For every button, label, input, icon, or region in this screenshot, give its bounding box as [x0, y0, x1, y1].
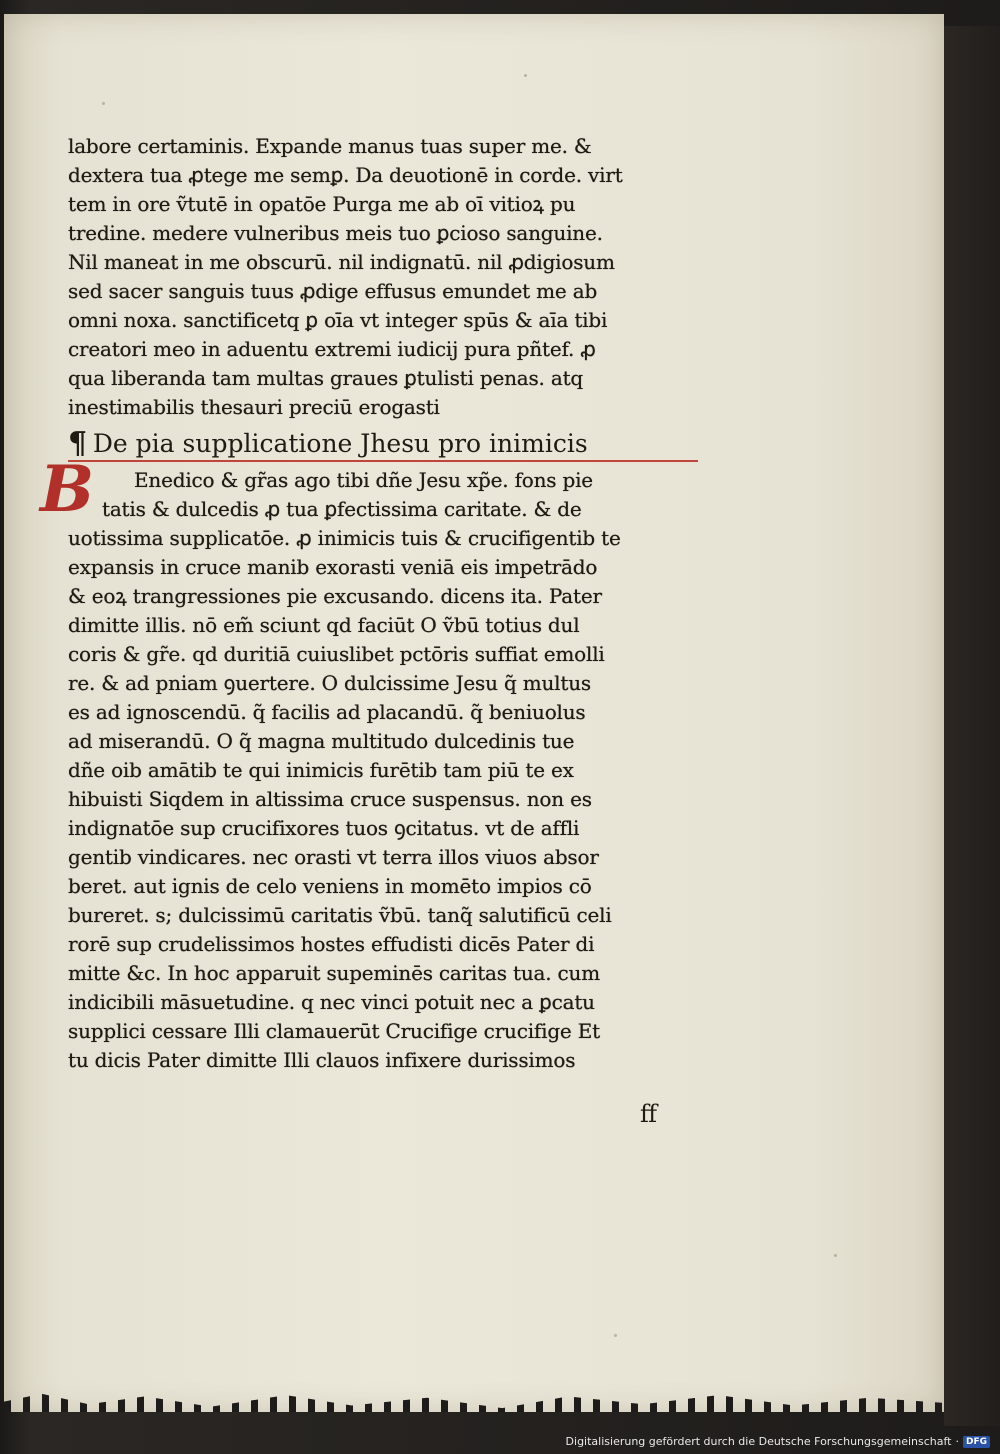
text-line: bureret. s; dulcissimū caritatis ṽbū. tanq̃ salutificū celi [68, 903, 612, 927]
text-line: rorē sup crudelissimos hostes effudisti dicēs Pater di [68, 932, 595, 956]
text-line: tatis & dulcedis ꝓ tua ꝑfectissima caritate. & de [102, 497, 582, 521]
text-line: dimitte illis. nō em̃ sciunt qd faciūt O ṽbū totius dul [68, 613, 580, 637]
text-line: indignatōe sup crucifixores tuos ꝯcitatus. vt de affli [68, 816, 580, 840]
text-line: re. & ad pniam ꝯuertere. O dulcissime Jesu q̃ multus [68, 671, 591, 695]
text-line: mitte &c. In hoc apparuit supeminēs caritas tua. cum [68, 961, 601, 985]
section-heading-row [68, 424, 708, 462]
text-line: tu dicis Pater dimitte Illi clauos infixere durissimos [68, 1048, 576, 1072]
text-line: sed sacer sanguis tuus ꝓdige effusus emundet me ab [68, 279, 598, 303]
text-line: creatori meo in aduentu extremi iudicij pura pñtef. ꝓ [68, 337, 596, 361]
text-line: gentib vindicares. nec orasti vt terra illos viuos absor [68, 845, 599, 869]
text-line: labore certaminis. Expande manus tuas super me. & [68, 134, 592, 158]
section-heading: De pia supplicatione Jhesu pro inimicis [92, 428, 588, 458]
text-column [40, 132, 708, 1075]
paper-speck [614, 1334, 617, 1337]
footer-text: Digitalisierung gefördert durch die Deutsche Forschungsgemeinschaft [565, 1435, 952, 1448]
text-line: supplici cessare Illi clamauerūt Crucifige crucifige Et [68, 1019, 600, 1043]
text-line: uotissima supplicatōe. ꝓ inimicis tuis & crucifigentib te [68, 526, 621, 550]
paper-speck [834, 1254, 837, 1257]
text-line: & eoꝝ trangressiones pie excusando. dicens ita. Pater [68, 584, 602, 608]
text-line: tem in ore ṽtutē in opatōe Purga me ab oī vitioꝝ pu [68, 192, 576, 216]
digitization-footer [566, 1435, 990, 1448]
text-line: dextera tua ꝓtege me semꝑ. Da deuotionē in corde. virt [68, 163, 623, 187]
text-line: Nil maneat in me obscurū. nil indignatū. nil ꝓdigiosum [68, 250, 615, 274]
text-line: beret. aut ignis de celo veniens in momēto impios cō [68, 874, 592, 898]
text-line: inestimabilis thesauri preciū erogasti [68, 395, 440, 419]
signature-mark: ff [640, 1100, 658, 1128]
text-line: qua liberanda tam multas graues ꝑtulisti penas. atq [68, 366, 584, 390]
text-line: dñe oib amātib te qui inimicis furētib tam piū te ex [68, 758, 574, 782]
paper-speck [524, 74, 527, 77]
text-line: omni noxa. sanctificetq ꝑ oīa vt integer spūs & aīa tibi [68, 308, 608, 332]
paragraph [40, 452, 708, 1075]
heading-underline [68, 460, 698, 462]
text-line: expansis in cruce manib exorasti veniā eis impetrādo [68, 555, 598, 579]
book-edge [944, 26, 1000, 1426]
text-line: coris & gr̃e. qd duritiā cuiuslibet pctōris suffiat emolli [68, 642, 605, 666]
paper-speck [102, 102, 105, 105]
text-line: es ad ignoscendū. q̃ facilis ad placandū. q̃ beniuolus [68, 700, 586, 724]
text-line: ad miserandū. O q̃ magna multitudo dulcedinis tue [68, 729, 575, 753]
pilcrow-icon: ¶ [68, 425, 87, 461]
text-line: Enedico & gr̃as ago tibi dñe Jesu xp̃e. fons pie [134, 468, 593, 492]
drop-initial: B [40, 452, 94, 527]
text-line: hibuisti Siqdem in altissima cruce suspensus. non es [68, 787, 592, 811]
footer-separator: · [955, 1435, 959, 1448]
text-line: tredine. medere vulneribus meis tuo ꝑcioso sanguine. [68, 221, 603, 245]
dfg-logo: DFG [963, 1436, 990, 1448]
text-line: indicibili māsuetudine. q nec vinci potuit nec a ꝑcatu [68, 990, 595, 1014]
